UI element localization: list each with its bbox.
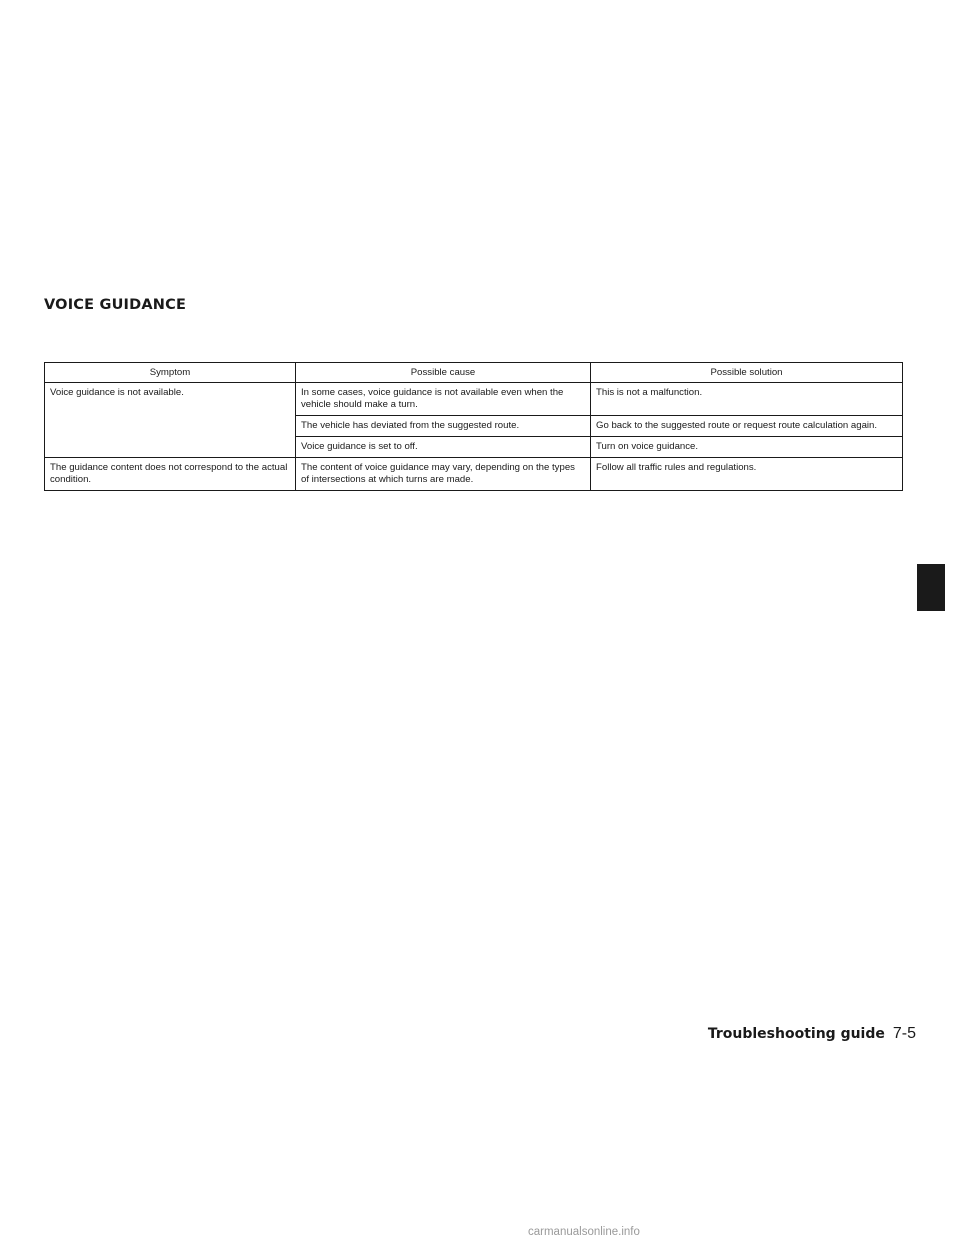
chapter-tab-marker (917, 564, 945, 611)
watermark-text: carmanualsonline.info (528, 1226, 640, 1238)
troubleshooting-table (44, 362, 903, 491)
cause-cell: The vehicle has deviated from the suggested route. (296, 416, 591, 437)
cause-cell: The content of voice guidance may vary, depending on the types of intersections at which turns are made. (296, 458, 591, 491)
page-footer (708, 1025, 916, 1043)
solution-cell: Go back to the suggested route or request route calculation again. (591, 416, 903, 437)
cause-cell: In some cases, voice guidance is not available even when the vehicle should make a turn. (296, 383, 591, 416)
table-row (45, 383, 903, 416)
symptom-cell: Voice guidance is not available. (45, 383, 296, 458)
cause-cell: Voice guidance is set to off. (296, 437, 591, 458)
solution-cell: This is not a malfunction. (591, 383, 903, 416)
symptom-cell: The guidance content does not correspond to the actual condition. (45, 458, 296, 491)
table-header-row (45, 363, 903, 383)
solution-cell: Turn on voice guidance. (591, 437, 903, 458)
footer-page-number: 7-5 (892, 1025, 916, 1042)
header-possible-solution: Possible solution (591, 363, 903, 383)
solution-cell: Follow all traffic rules and regulations. (591, 458, 903, 491)
table-row (45, 458, 903, 491)
footer-chapter-title: Troubleshooting guide (707, 1026, 885, 1042)
section-title: VOICE GUIDANCE (44, 297, 187, 313)
header-possible-cause: Possible cause (296, 363, 591, 383)
header-symptom: Symptom (45, 363, 296, 383)
